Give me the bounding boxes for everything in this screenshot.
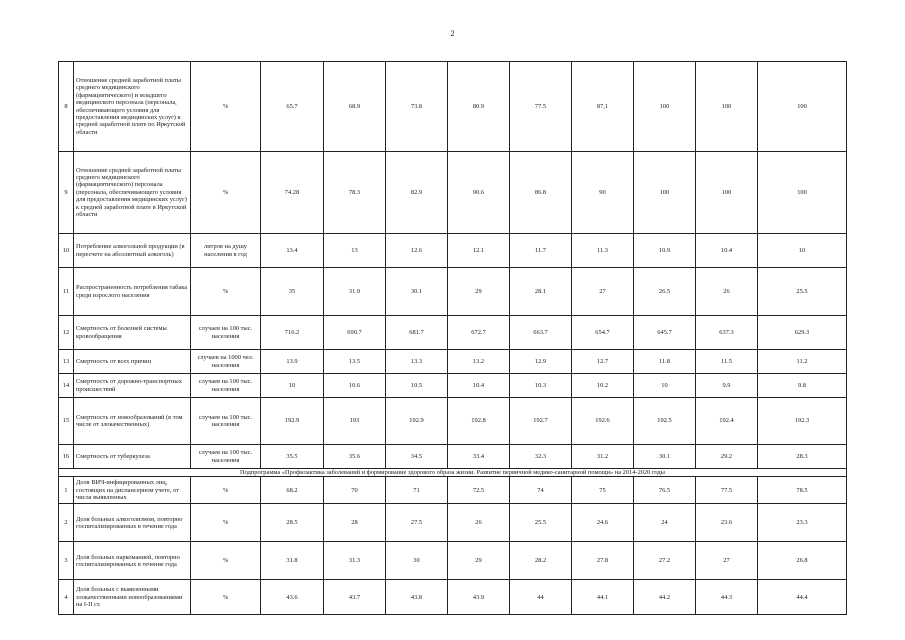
value-cell: 27.8 bbox=[572, 542, 634, 580]
value-cell: 43.7 bbox=[324, 580, 386, 615]
value-cell: 10.3 bbox=[510, 374, 572, 398]
value-cell: 13 bbox=[324, 234, 386, 268]
value-cell: 11.3 bbox=[572, 234, 634, 268]
value-cell: 10.9 bbox=[634, 234, 696, 268]
value-cell: 27 bbox=[696, 542, 758, 580]
table-row bbox=[59, 234, 847, 268]
table-row bbox=[59, 542, 847, 580]
value-cell: 192.9 bbox=[261, 398, 324, 445]
table-row bbox=[59, 477, 847, 504]
table-row bbox=[59, 504, 847, 542]
table-row bbox=[59, 350, 847, 374]
value-cell: 43.9 bbox=[448, 580, 510, 615]
unit-cell: % bbox=[191, 477, 261, 504]
value-cell: 90 bbox=[572, 152, 634, 234]
page-number: 2 bbox=[450, 29, 455, 38]
row-number: 13 bbox=[59, 350, 74, 374]
value-cell: 44.1 bbox=[572, 580, 634, 615]
value-cell: 10.2 bbox=[572, 374, 634, 398]
value-cell: 13.9 bbox=[261, 350, 324, 374]
value-cell: 100 bbox=[634, 62, 696, 152]
table-row bbox=[59, 62, 847, 152]
unit-cell: литров на душу населения в год bbox=[191, 234, 261, 268]
table-row bbox=[59, 268, 847, 316]
value-cell: 74.28 bbox=[261, 152, 324, 234]
indicator-name: Смертность от болезней системы кровообращения bbox=[74, 316, 191, 350]
value-cell: 13.3 bbox=[386, 350, 448, 374]
value-cell: 10.4 bbox=[448, 374, 510, 398]
unit-cell: % bbox=[191, 542, 261, 580]
value-cell: 11.2 bbox=[758, 350, 847, 374]
value-cell: 43.6 bbox=[261, 580, 324, 615]
indicator-name: Смертность от туберкулеза bbox=[74, 445, 191, 469]
indicator-name: Смертность от всех причин bbox=[74, 350, 191, 374]
table-row bbox=[59, 374, 847, 398]
unit-cell: случаев на 100 тыс. населения bbox=[191, 445, 261, 469]
table-row bbox=[59, 580, 847, 615]
value-cell: 193 bbox=[324, 398, 386, 445]
row-number: 12 bbox=[59, 316, 74, 350]
value-cell: 30 bbox=[386, 542, 448, 580]
value-cell: 192.3 bbox=[758, 398, 847, 445]
value-cell: 32.3 bbox=[510, 445, 572, 469]
row-number: 4 bbox=[59, 580, 74, 615]
table-row bbox=[59, 316, 847, 350]
value-cell: 28.3 bbox=[758, 445, 847, 469]
value-cell: 10 bbox=[634, 374, 696, 398]
value-cell: 11.8 bbox=[634, 350, 696, 374]
unit-cell: % bbox=[191, 268, 261, 316]
value-cell: 80.9 bbox=[448, 62, 510, 152]
value-cell: 100 bbox=[758, 152, 847, 234]
subprogram-header-row bbox=[59, 469, 847, 477]
value-cell: 78.5 bbox=[758, 477, 847, 504]
value-cell: 29 bbox=[448, 268, 510, 316]
value-cell: 24 bbox=[634, 504, 696, 542]
unit-cell: % bbox=[191, 580, 261, 615]
indicator-name: Смертность от дорожно-транспортных происшествий bbox=[74, 374, 191, 398]
value-cell: 77.5 bbox=[510, 62, 572, 152]
value-cell: 29 bbox=[448, 542, 510, 580]
value-cell: 68.2 bbox=[261, 477, 324, 504]
indicator-name: Доля больных с выявленными злокачественными новообразованиями на I-II ст. bbox=[74, 580, 191, 615]
value-cell: 663.7 bbox=[510, 316, 572, 350]
value-cell: 681.7 bbox=[386, 316, 448, 350]
value-cell: 35.5 bbox=[261, 445, 324, 469]
value-cell: 11.5 bbox=[696, 350, 758, 374]
indicator-name: Потребление алкогольной продукции (в пересчете на абсолютный алкоголь) bbox=[74, 234, 191, 268]
value-cell: 78.3 bbox=[324, 152, 386, 234]
row-number: 10 bbox=[59, 234, 74, 268]
unit-cell: случаев на 100 тыс. населения bbox=[191, 398, 261, 445]
value-cell: 192.6 bbox=[572, 398, 634, 445]
table-row bbox=[59, 152, 847, 234]
value-cell: 35.6 bbox=[324, 445, 386, 469]
value-cell: 72.5 bbox=[448, 477, 510, 504]
value-cell: 9.8 bbox=[758, 374, 847, 398]
table-row bbox=[59, 398, 847, 445]
indicators-table bbox=[58, 61, 847, 615]
row-number: 16 bbox=[59, 445, 74, 469]
value-cell: 100 bbox=[696, 152, 758, 234]
row-number: 9 bbox=[59, 152, 74, 234]
value-cell: 25.5 bbox=[758, 268, 847, 316]
value-cell: 26.5 bbox=[634, 268, 696, 316]
value-cell: 27 bbox=[572, 268, 634, 316]
indicator-name: Доля больных наркоманией, повторно госпитализированных в течение года bbox=[74, 542, 191, 580]
value-cell: 86.8 bbox=[510, 152, 572, 234]
value-cell: 31.8 bbox=[261, 542, 324, 580]
value-cell: 13.2 bbox=[448, 350, 510, 374]
value-cell: 100 bbox=[634, 152, 696, 234]
value-cell: 10.5 bbox=[386, 374, 448, 398]
value-cell: 27.2 bbox=[634, 542, 696, 580]
value-cell: 12.7 bbox=[572, 350, 634, 374]
value-cell: 70 bbox=[324, 477, 386, 504]
value-cell: 26 bbox=[696, 268, 758, 316]
row-number: 11 bbox=[59, 268, 74, 316]
value-cell: 31.2 bbox=[572, 445, 634, 469]
indicator-name: Отношение средней заработной платы среднего медицинского (фармацевтического) персонала (персонала, обеспечивающего условия для предоставления медицинских услуг) к средней заработной плате в Иркутской области bbox=[74, 152, 191, 234]
value-cell: 637.3 bbox=[696, 316, 758, 350]
row-number: 15 bbox=[59, 398, 74, 445]
value-cell: 34.5 bbox=[386, 445, 448, 469]
unit-cell: случаев на 100 тыс. населения bbox=[191, 374, 261, 398]
value-cell: 28 bbox=[324, 504, 386, 542]
indicator-name: Доля больных алкоголизмом, повторно госпитализированных в течение года bbox=[74, 504, 191, 542]
value-cell: 90.6 bbox=[448, 152, 510, 234]
row-number: 14 bbox=[59, 374, 74, 398]
value-cell: 192.4 bbox=[696, 398, 758, 445]
value-cell: 71 bbox=[386, 477, 448, 504]
value-cell: 645.7 bbox=[634, 316, 696, 350]
unit-cell: % bbox=[191, 152, 261, 234]
value-cell: 65.7 bbox=[261, 62, 324, 152]
value-cell: 100 bbox=[696, 62, 758, 152]
value-cell: 629.3 bbox=[758, 316, 847, 350]
value-cell: 30.1 bbox=[634, 445, 696, 469]
unit-cell: % bbox=[191, 504, 261, 542]
value-cell: 33.4 bbox=[448, 445, 510, 469]
value-cell: 73.8 bbox=[386, 62, 448, 152]
value-cell: 690.7 bbox=[324, 316, 386, 350]
value-cell: 75 bbox=[572, 477, 634, 504]
value-cell: 716.2 bbox=[261, 316, 324, 350]
value-cell: 74 bbox=[510, 477, 572, 504]
value-cell: 26.8 bbox=[758, 542, 847, 580]
value-cell: 27.5 bbox=[386, 504, 448, 542]
value-cell: 29.2 bbox=[696, 445, 758, 469]
value-cell: 10 bbox=[261, 374, 324, 398]
value-cell: 77.5 bbox=[696, 477, 758, 504]
value-cell: 12.6 bbox=[386, 234, 448, 268]
value-cell: 44.3 bbox=[696, 580, 758, 615]
value-cell: 44 bbox=[510, 580, 572, 615]
value-cell: 76.5 bbox=[634, 477, 696, 504]
unit-cell: случаев на 1000 чел. населения bbox=[191, 350, 261, 374]
subprogram-title: Подпрограмма «Профилактика заболеваний и формирование здорового образа жизни. Развитие первичной медико-санитарной помощи» на 2014-2020 годы bbox=[59, 469, 847, 477]
row-number: 3 bbox=[59, 542, 74, 580]
value-cell: 28.5 bbox=[261, 504, 324, 542]
indicator-name: Доля ВИЧ-инфицированных лиц, состоящих на диспансерном учете, от числа выявленных bbox=[74, 477, 191, 504]
table-row bbox=[59, 445, 847, 469]
value-cell: 31.3 bbox=[324, 542, 386, 580]
value-cell: 654.7 bbox=[572, 316, 634, 350]
value-cell: 30.1 bbox=[386, 268, 448, 316]
value-cell: 68.9 bbox=[324, 62, 386, 152]
value-cell: 13.4 bbox=[261, 234, 324, 268]
value-cell: 26 bbox=[448, 504, 510, 542]
value-cell: 31.9 bbox=[324, 268, 386, 316]
value-cell: 28.2 bbox=[510, 542, 572, 580]
value-cell: 672.7 bbox=[448, 316, 510, 350]
value-cell: 192.7 bbox=[510, 398, 572, 445]
value-cell: 44.2 bbox=[634, 580, 696, 615]
value-cell: 100 bbox=[758, 62, 847, 152]
value-cell: 35 bbox=[261, 268, 324, 316]
value-cell: 192.9 bbox=[386, 398, 448, 445]
value-cell: 13.5 bbox=[324, 350, 386, 374]
unit-cell: % bbox=[191, 62, 261, 152]
row-number: 2 bbox=[59, 504, 74, 542]
row-number: 1 bbox=[59, 477, 74, 504]
value-cell: 10.4 bbox=[696, 234, 758, 268]
indicator-name: Смертность от новообразований (в том числе от злокачественных) bbox=[74, 398, 191, 445]
value-cell: 82.9 bbox=[386, 152, 448, 234]
value-cell: 23.3 bbox=[758, 504, 847, 542]
indicator-name: Отношение средней заработной платы среднего медицинского (фармацевтического) и младшего медицинского персонала (персонала, обеспечивающего условия для предоставления медицинских услуг) к средней заработной плате по Иркутской области bbox=[74, 62, 191, 152]
value-cell: 12.9 bbox=[510, 350, 572, 374]
value-cell: 192.5 bbox=[634, 398, 696, 445]
value-cell: 10.6 bbox=[324, 374, 386, 398]
value-cell: 28.1 bbox=[510, 268, 572, 316]
value-cell: 192.8 bbox=[448, 398, 510, 445]
value-cell: 87,1 bbox=[572, 62, 634, 152]
value-cell: 23.6 bbox=[696, 504, 758, 542]
unit-cell: случаев на 100 тыс. населения bbox=[191, 316, 261, 350]
value-cell: 10 bbox=[758, 234, 847, 268]
value-cell: 44.4 bbox=[758, 580, 847, 615]
value-cell: 9.9 bbox=[696, 374, 758, 398]
value-cell: 12.1 bbox=[448, 234, 510, 268]
indicator-name: Распространенность потребления табака среди взрослого населения bbox=[74, 268, 191, 316]
value-cell: 43.8 bbox=[386, 580, 448, 615]
value-cell: 24.6 bbox=[572, 504, 634, 542]
row-number: 8 bbox=[59, 62, 74, 152]
value-cell: 25.5 bbox=[510, 504, 572, 542]
value-cell: 11.7 bbox=[510, 234, 572, 268]
